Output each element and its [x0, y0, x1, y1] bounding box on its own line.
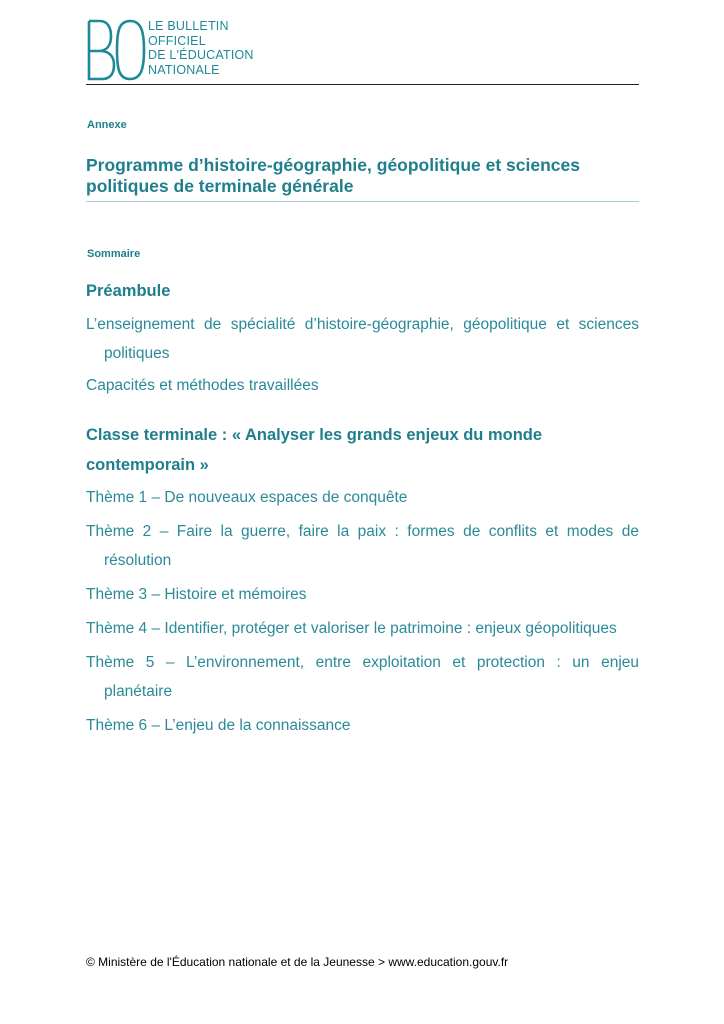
- toc-entry-theme-2[interactable]: Thème 2 – Faire la guerre, faire la paix : formes de conflits et modes de résolution: [86, 523, 639, 569]
- toc-heading-preambule[interactable]: Préambule: [86, 282, 171, 300]
- toc-entry-theme-4[interactable]: Thème 4 – Identifier, protéger et valoriser le patrimoine : enjeux géopolitiques: [86, 620, 617, 637]
- sommaire-label: Sommaire: [87, 248, 141, 260]
- annexe-label: Annexe: [87, 119, 127, 131]
- toc-entry-enseignement[interactable]: L’enseignement de spécialité d’histoire-géographie, géopolitique et sciences politiques: [86, 316, 639, 362]
- logo-line-4: NATIONALE: [148, 62, 220, 77]
- bo-logo: [86, 18, 254, 82]
- toc-preambule-section: [86, 276, 639, 400]
- bo-logo-text: [148, 19, 254, 77]
- logo-line-2: OFFICIEL: [148, 33, 206, 48]
- toc-entry-theme-6[interactable]: Thème 6 – L’enjeu de la connaissance: [86, 717, 351, 734]
- logo-line-3: DE L'ÉDUCATION: [148, 48, 254, 62]
- footer-copyright: © Ministère de l'Éducation nationale et de la Jeunesse > www.education.gouv.fr: [86, 955, 509, 969]
- logo-line-1: LE BULLETIN: [148, 19, 229, 33]
- toc-entry-theme-3[interactable]: Thème 3 – Histoire et mémoires: [86, 586, 307, 603]
- header-divider: [86, 84, 639, 85]
- toc-heading-classe-terminale[interactable]: Classe terminale : « Analyser les grands enjeux du monde contemporain »: [86, 426, 543, 474]
- toc-classe-section: [86, 420, 639, 740]
- toc-entry-capacites[interactable]: Capacités et méthodes travaillées: [86, 377, 319, 394]
- page-title: Programme d’histoire-géographie, géopolitique et sciences politiques de terminale générale: [86, 155, 580, 196]
- title-underline: [86, 201, 639, 202]
- toc-entry-theme-1[interactable]: Thème 1 – De nouveaux espaces de conquête: [86, 489, 408, 506]
- toc-entry-theme-5[interactable]: Thème 5 – L’environnement, entre exploitation et protection : un enjeu planétaire: [86, 654, 639, 700]
- bo-logo-mark: [86, 19, 146, 81]
